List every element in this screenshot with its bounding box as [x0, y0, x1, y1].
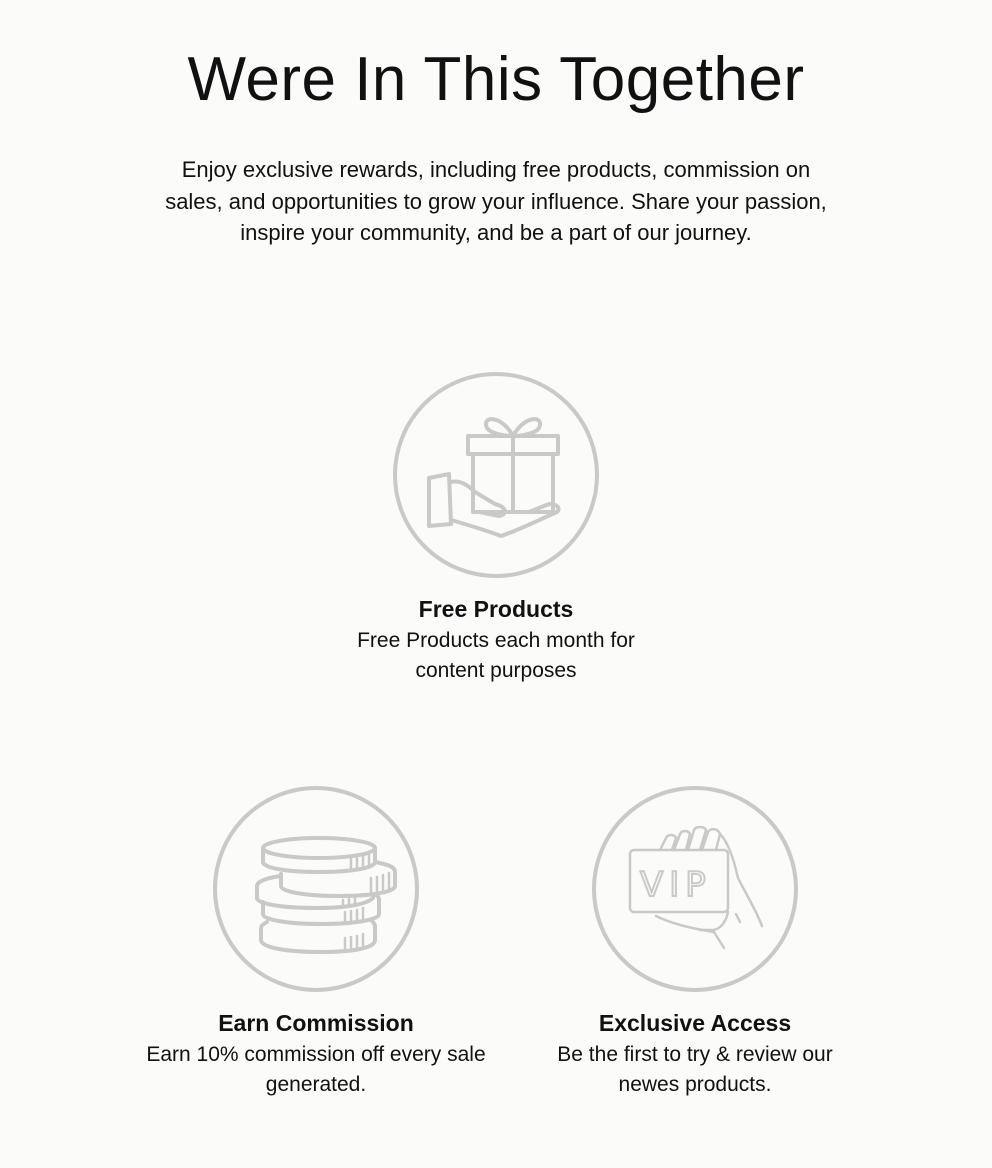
coin-stack-icon: [213, 786, 419, 992]
feature-free-products: [326, 372, 666, 686]
feature-title: Exclusive Access: [598, 1010, 792, 1036]
feature-description: Earn 10% commission off every sale generated.: [146, 1043, 486, 1096]
vip-card-text: VIP: [640, 865, 712, 905]
intro-text: Enjoy exclusive rewards, including free products, commission on sales, and opportunities to grow your influence. Share your passion, inspire your community, and be a part of our journey.: [165, 157, 827, 245]
feature-description: Be the first to try & review our newes products.: [557, 1043, 833, 1096]
feature-title: Earn Commission: [218, 1010, 414, 1036]
feature-earn-commission: [146, 786, 486, 1100]
feature-exclusive-access: [525, 786, 865, 1100]
page-title: Were In This Together: [187, 45, 805, 114]
feature-title: Free Products: [418, 596, 574, 622]
gift-in-hand-icon: [393, 372, 599, 578]
vip-card-icon: [592, 786, 798, 992]
feature-description: Free Products each month for content purposes: [357, 629, 635, 682]
